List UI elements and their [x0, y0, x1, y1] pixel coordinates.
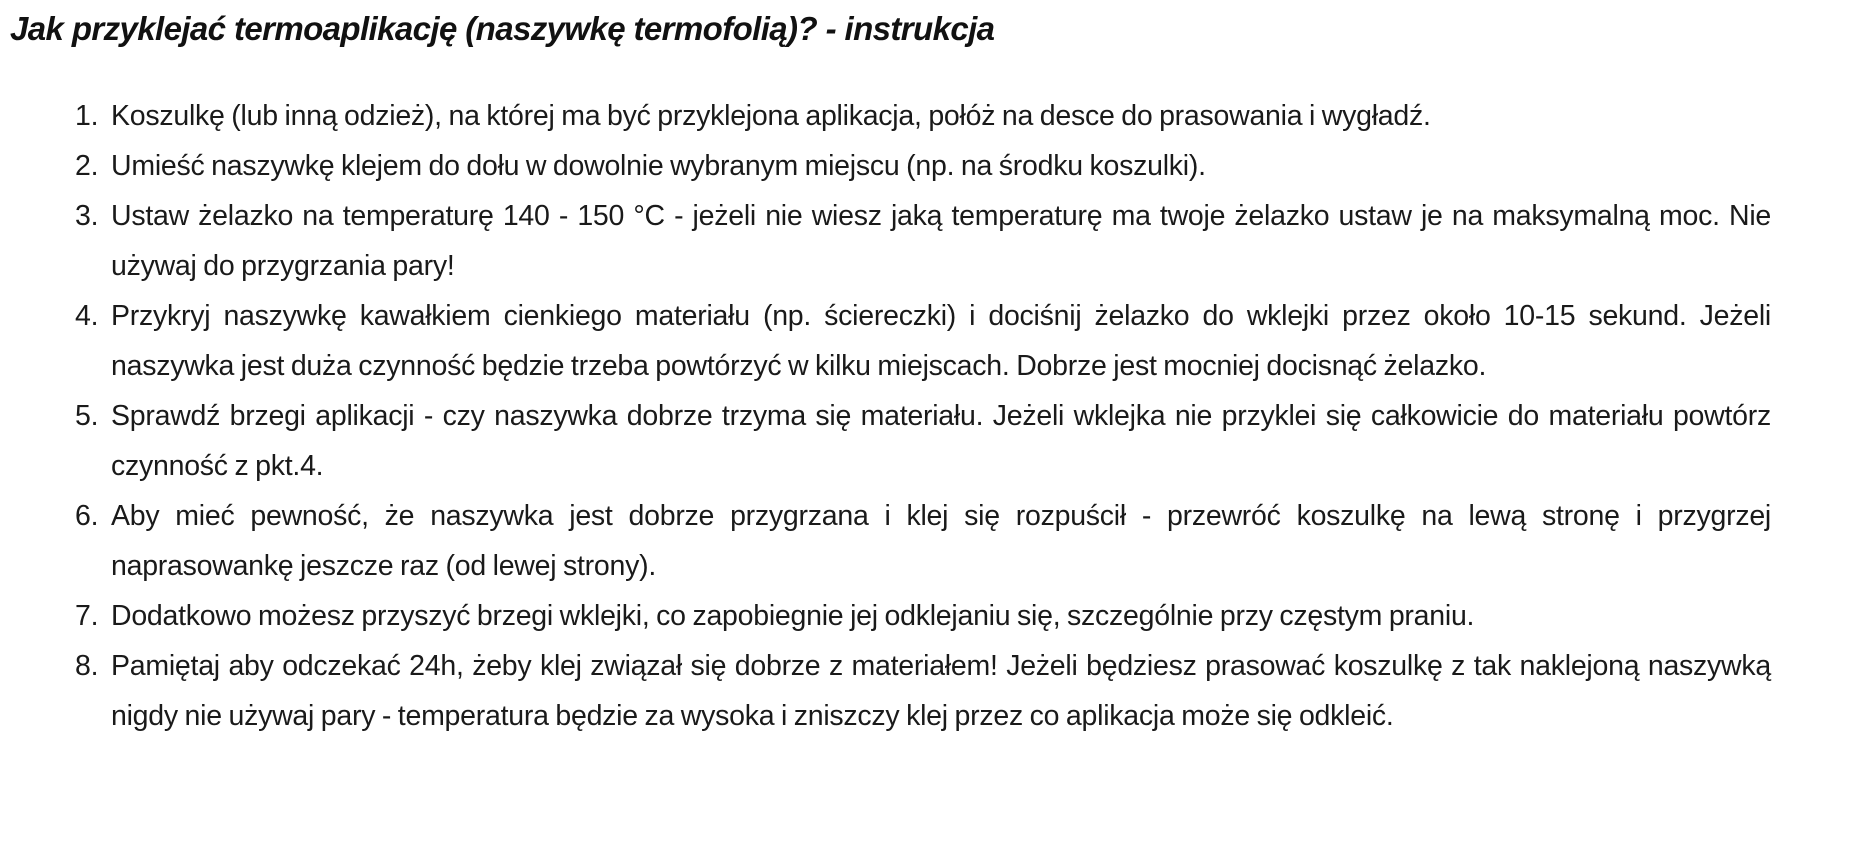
step-number: 6.	[75, 500, 99, 532]
step-number: 5.	[75, 400, 99, 432]
page-title: Jak przyklejać termoaplikację (naszywkę termofolią)? - instrukcja	[10, 10, 995, 47]
list-item-step-3	[75, 191, 1771, 291]
step-text: Aby mieć pewność, że naszywka jest dobrze przygrzana i klej się rozpuścił - przewróć koszulkę na lewą stronę i przygrzej naprasowankę jeszcze raz (od lewej strony).	[111, 500, 1771, 582]
step-text: Koszulkę (lub inną odzież), na której ma być przyklejona aplikacja, połóż na desce do prasowania i wygładź.	[111, 100, 1431, 132]
list-item-step-6	[75, 491, 1771, 591]
instruction-steps-list	[75, 91, 1771, 741]
step-number: 8.	[75, 650, 99, 682]
step-number: 7.	[75, 600, 99, 632]
step-number: 2.	[75, 150, 99, 182]
step-number: 3.	[75, 200, 99, 232]
list-item-step-7	[75, 591, 1771, 641]
step-text: Ustaw żelazko na temperaturę 140 - 150 °C - jeżeli nie wiesz jaką temperaturę ma twoje żelazko ustaw je na maksymalną moc. Nie używaj do przygrzania pary!	[111, 200, 1771, 282]
list-item-step-2	[75, 141, 1771, 191]
step-number: 1.	[75, 100, 99, 132]
list-item-step-1	[75, 91, 1771, 141]
list-item-step-4	[75, 291, 1771, 391]
step-text: Przykryj naszywkę kawałkiem cienkiego materiału (np. ściereczki) i dociśnij żelazko do wklejki przez około 10-15 sekund. Jeżeli naszywka jest duża czynność będzie trzeba powtórzyć w kilku miejscach. Dobrze jest mocniej docisnąć żelazko.	[111, 300, 1771, 382]
step-number: 4.	[75, 300, 99, 332]
step-text: Pamiętaj aby odczekać 24h, żeby klej związał się dobrze z materiałem! Jeżeli będziesz prasować koszulkę z tak naklejoną naszywką nigdy nie używaj pary - temperatura będzie za wysoka i zniszczy klej przez co aplikacja może się odkleić.	[111, 650, 1771, 732]
step-text: Dodatkowo możesz przyszyć brzegi wklejki, co zapobiegnie jej odklejaniu się, szczególnie przy częstym praniu.	[111, 600, 1475, 632]
step-text: Umieść naszywkę klejem do dołu w dowolnie wybranym miejscu (np. na środku koszulki).	[111, 150, 1206, 182]
step-text: Sprawdź brzegi aplikacji - czy naszywka dobrze trzyma się materiału. Jeżeli wklejka nie przyklei się całkowicie do materiału powtórz czynność z pkt.4.	[111, 400, 1771, 482]
list-item-step-5	[75, 391, 1771, 491]
list-item-step-8	[75, 641, 1771, 741]
